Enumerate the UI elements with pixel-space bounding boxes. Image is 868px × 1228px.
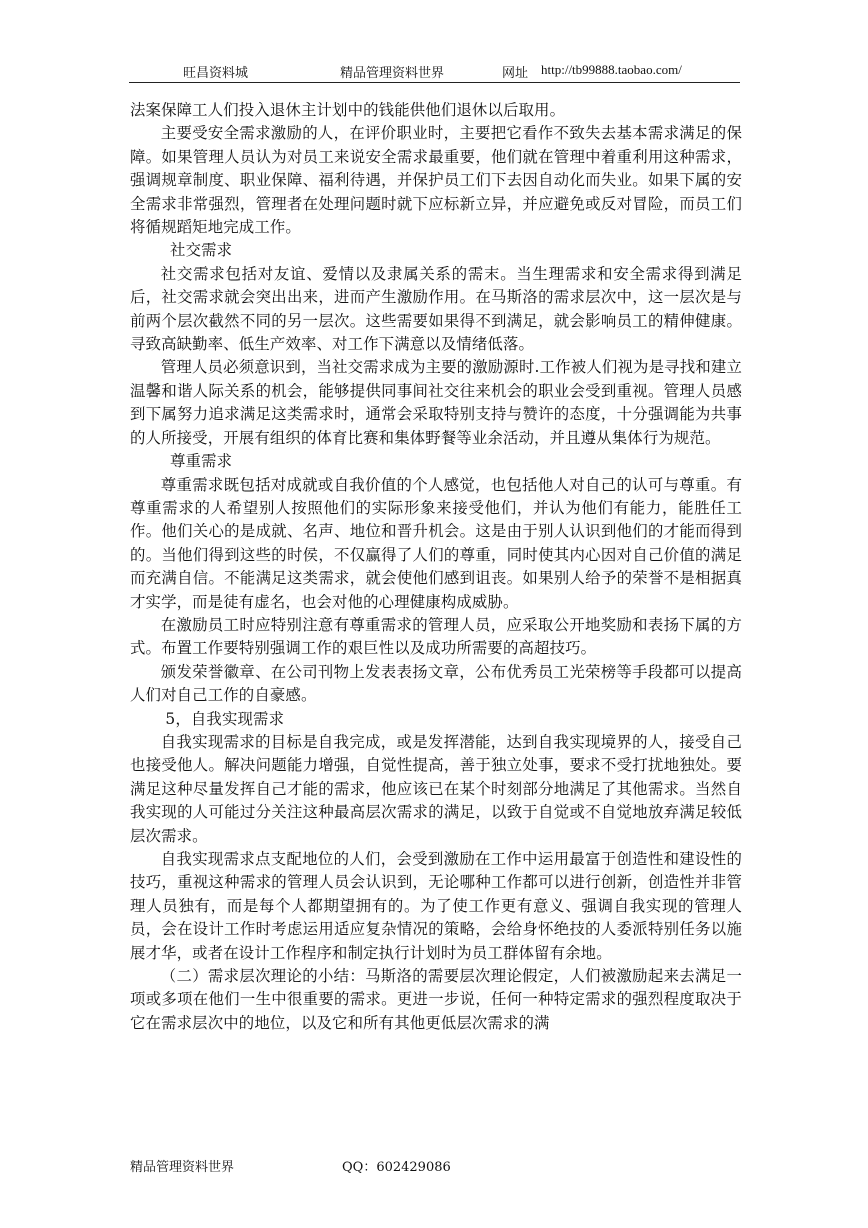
paragraph: 主要受安全需求激励的人，在评价职业时，主要把它看作不致失去基本需求满足的保障。如果管理人员认为对员工来说安全需求最重要，他们就在管理中着重利用这种需求，强调规章制度、职业保障、福利待遇，并保护员工们下去因自动化而失业。如果下属的安全需求非常强烈，管理者在处理问题时就下应标新立异，并应避免或反对冒险，而员工们将循规蹈矩地完成工作。 bbox=[130, 124, 742, 237]
paragraph: 自我实现需求的目标是自我完成，或是发挥潜能，达到自我实现境界的人，接受自己也接受他人。解决问题能力增强，自觉性提高，善于独立处事，要求不受打扰地独处。要满足这种尽量发挥自己才能的需求，他应该已在某个时刻部分地满足了其他需求。当然自我实现的人可能过分关注这种最高层次需求的满足，以致于自觉或不自觉地放弃满足较低层次需求。 bbox=[130, 732, 742, 845]
header-divider bbox=[129, 82, 740, 83]
footer-brand: 精品管理资料世界 bbox=[130, 1160, 235, 1175]
header-site-name: 旺昌资料城 bbox=[183, 66, 249, 81]
section-heading: 5，自我实现需求 bbox=[165, 709, 285, 728]
paragraph: 管理人员必须意识到，当社交需求成为主要的激励源时.工作被人们视为是寻找和建立温馨和谐人际关系的机会，能够提供同事间社交往来机会的职业会受到重视。管理人员感到下属努力追求满足这类需求时，通常会采取特别支持与赞许的态度，十分强调能为共事的人所接受，开展有组织的体育比赛和集体野餐等业余活动，并且遵从集体行为规范。 bbox=[130, 358, 742, 447]
footer-qq: QQ：602429086 bbox=[342, 1160, 451, 1175]
paragraph: 在激励员工时应特别注意有尊重需求的管理人员，应采取公开地奖励和表扬下属的方式。布置工作要特别强调工作的艰巨性以及成功所需要的高超技巧。 bbox=[130, 615, 742, 658]
paragraph: 自我实现需求点支配地位的人们，会受到激励在工作中运用最富于创造性和建设性的技巧，重视这种需求的管理人员会认识到，无论哪种工作都可以进行创新，创造性并非管理人员独有，而是每个人都期望拥有的。为了使工作更有意义、强调自我实现的管理人员，会在设计工作时考虑运用适应复杂情况的策略，会给身怀绝技的人委派特别任务以施展才华，或者在设计工作程序和制定执行计划时为员工群体留有余地。 bbox=[130, 850, 742, 962]
section-heading: 社交需求 bbox=[170, 241, 233, 260]
paragraph: （二）需求层次理论的小结：马斯洛的需要层次理论假定，人们被激励起来去满足一项或多项在他们一生中很重要的需求。更进一步说，任何一种特定需求的强烈程度取决于它在需求层次中的地位，以及它和所有其他更低层次需求的满 bbox=[130, 967, 742, 1032]
header-url[interactable]: http://tb99888.taobao.com/ bbox=[541, 62, 682, 77]
header-brand: 精品管理资料世界 bbox=[340, 66, 445, 81]
paragraph: 法案保障工人们投入退休主计划中的钱能供他们退休以后取用。 bbox=[130, 101, 566, 119]
header-url-label: 网址 bbox=[502, 66, 529, 81]
page-header bbox=[0, 62, 868, 82]
section-heading: 尊重需求 bbox=[170, 452, 233, 471]
paragraph: 颁发荣誉徽章、在公司刊物上发表表扬文章，公布优秀员工光荣榜等手段都可以提高人们对自己工作的自豪感。 bbox=[130, 662, 742, 705]
document-body bbox=[130, 99, 742, 1035]
paragraph: 尊重需求既包括对成就或自我价值的个人感觉，也包括他人对自己的认可与尊重。有尊重需求的人希望别人按照他们的实际形象来接受他们，并认为他们有能力，能胜任工作。他们关心的是成就、名声、地位和晋升机会。这是由于别人认识到他们的才能而得到的。当他们得到这些的时侯，不仅赢得了人们的尊重，同时使其内心因对自己价值的满足而充满自信。不能满足这类需求，就会使他们感到诅丧。如果别人给予的荣誉不是相据真才实学，而是徒有虚名，也会对他的心理健康构成威胁。 bbox=[130, 475, 742, 611]
paragraph: 社交需求包括对友谊、爱情以及隶属关系的需末。当生理需求和安全需求得到满足后，社交需求就会突出出来，进而产生激励作用。在马斯洛的需求层次中，这一层次是与前两个层次截然不同的另一层次。这些需要如果得不到满足，就会影响员工的精伸健康。寻致高缺勤率、低生产效率、对工作下满意以及情绪低落。 bbox=[130, 264, 742, 354]
